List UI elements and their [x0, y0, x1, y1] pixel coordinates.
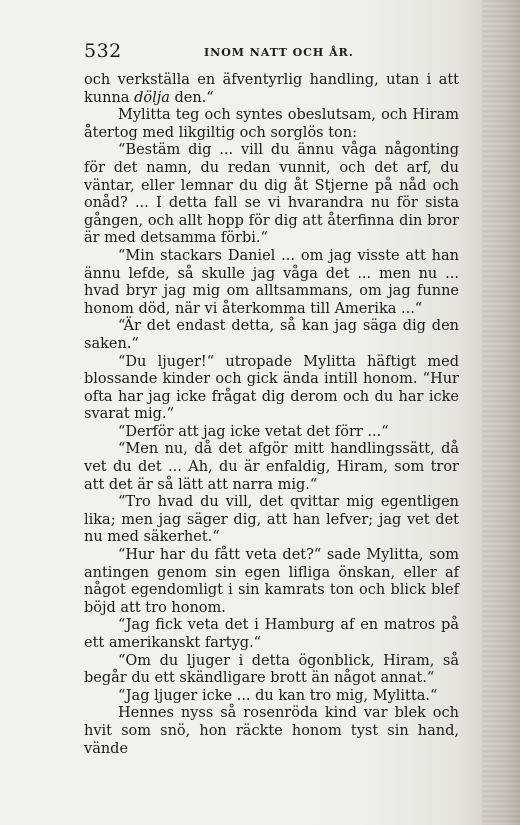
paragraph-1: och verkställa en äfventyrlig handling, utan i att kunna dölja den.“ — [84, 72, 459, 106]
running-title: INOM NATT OCH ÅR. — [204, 46, 354, 59]
paragraph-2: Mylitta teg och syntes obeslutsam, och Hiram återtog med likgiltig och sorglös ton: — [84, 107, 459, 141]
paragraph-4: “Min stackars Daniel ... om jag visste att han ännu lefde, så skulle jag våga det ... men nu ... hvad bryr jag mig om alltsammans, om jag funne honom död, när vi återkomma till Amerika ...“ — [84, 247, 459, 317]
paragraph-10: “Hur har du fått veta det?“ sade Mylitta, som antingen genom sin egen lifliga önskan, eller af något egendomligt i sin kamrats ton och blick blef böjd att tro honom. — [84, 547, 459, 616]
paragraph-7: “Derför att jag icke vetat det förr ...“ — [118, 423, 389, 440]
page-edge-shadow — [482, 0, 520, 825]
page-number: 532 — [84, 40, 122, 62]
paragraph-9: “Tro hvad du vill, det qvittar mig egentligen lika; men jag säger dig, att han lefver; jag vet det nu med säkerhet.“ — [84, 494, 459, 546]
paragraph-3: “Bestäm dig ... vill du ännu våga någonting för det namn, du redan vunnit, och det arf, du väntar, eller lemnar du dig åt Stjerne på nåd och onåd? ... I detta fall se vi hvarandra nu för sista gången, och allt hopp för dig att återfinna din bror är med detsamma förbi.“ — [84, 142, 459, 247]
paragraph-11: “Jag fick veta det i Hamburg af en matros på ett amerikanskt fartyg.“ — [84, 617, 459, 651]
paragraph-6: “Du ljuger!“ utropade Mylitta häftigt med blossande kinder och gick ända intill honom. “Hur ofta har jag icke frågat dig derom och du har icke svarat mig.“ — [84, 353, 459, 423]
paragraph-8: “Men nu, då det afgör mitt handlingssätt, då vet du det ... Ah, du är enfaldig, Hiram, som tror att det är så lätt att narra mig.“ — [84, 441, 459, 493]
paragraph-12: “Om du ljuger i detta ögonblick, Hiram, så begår du ett skändligare brott än något annat.“ — [84, 652, 459, 687]
page-header — [84, 40, 459, 64]
emphasis: dölja — [134, 89, 170, 106]
body-text — [84, 72, 459, 758]
paragraph-14: Hennes nyss så rosenröda kind var blek och hvit som snö, hon räckte honom tyst sin hand, vände — [84, 705, 459, 757]
paragraph-13: “Jag ljuger icke ... du kan tro mig, Mylitta.“ — [118, 687, 438, 704]
paragraph-5: “Är det endast detta, så kan jag säga dig den saken.“ — [84, 318, 459, 352]
